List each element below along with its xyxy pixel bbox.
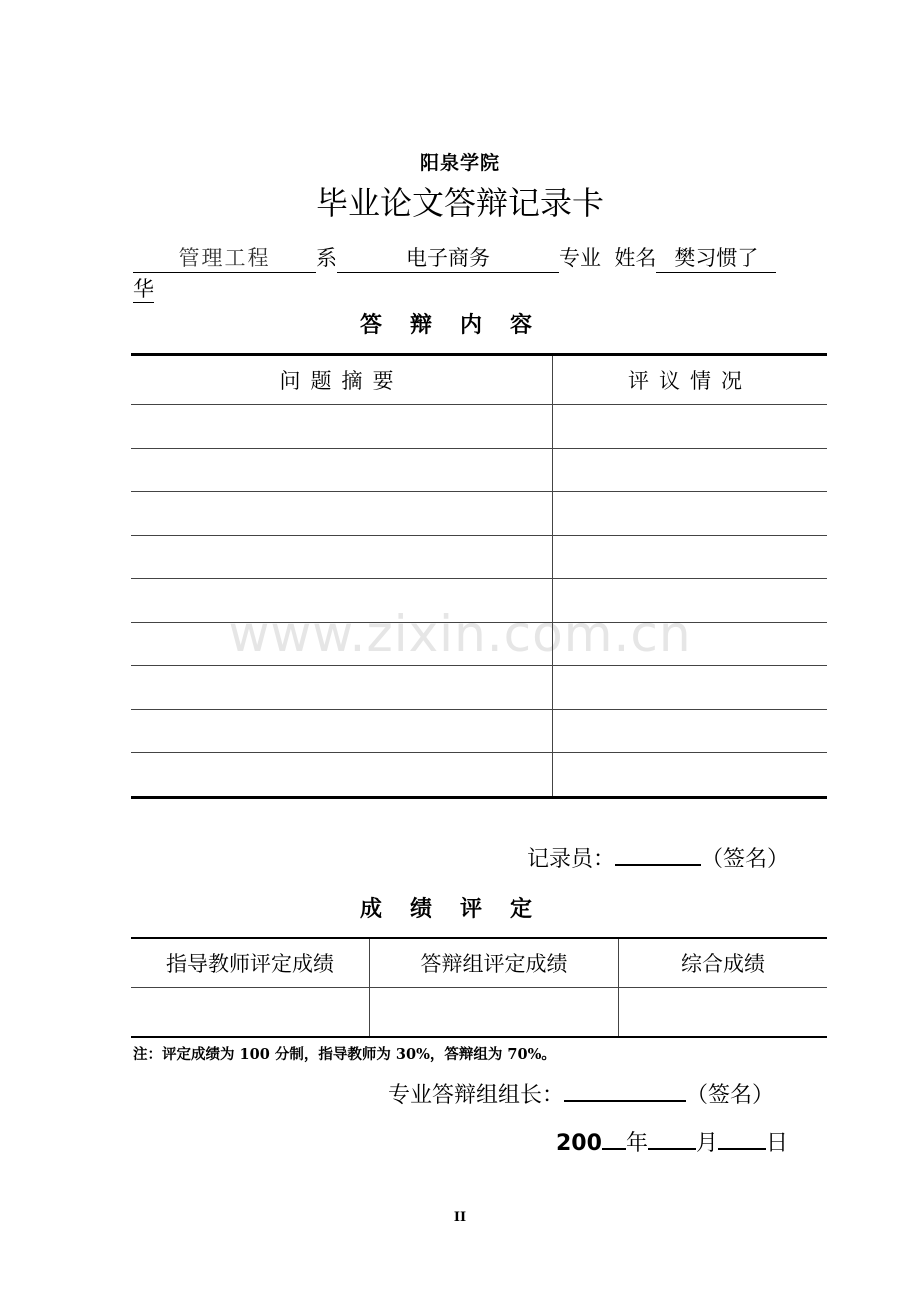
- grading-note: 注：评定成绩为 100 分制，指导教师为 30%，答辩组为 70%。: [133, 1046, 556, 1063]
- question-cell[interactable]: [131, 666, 553, 710]
- page-number: II: [453, 1210, 467, 1225]
- committee-grade-cell[interactable]: [370, 988, 619, 1038]
- defense-table: [131, 353, 827, 799]
- question-cell[interactable]: [131, 535, 553, 579]
- recorder-signature-line: [527, 842, 789, 873]
- question-summary-header: 问题摘要: [131, 355, 553, 405]
- date-line: [556, 1126, 788, 1157]
- comment-cell[interactable]: [553, 579, 828, 623]
- month-field[interactable]: [648, 1126, 696, 1150]
- grades-section-title: 成绩评定: [359, 897, 560, 922]
- leader-label: 专业答辩组组长：: [388, 1083, 565, 1108]
- year-label: 年: [625, 1131, 648, 1156]
- recorder-label: 记录员：: [527, 847, 616, 872]
- table-row: [131, 666, 827, 710]
- table-row: [131, 448, 827, 492]
- name-value[interactable]: 樊习惯了: [656, 244, 776, 273]
- comment-cell[interactable]: [553, 622, 828, 666]
- defense-section-title: 答辩内容: [359, 313, 560, 338]
- table-row: [131, 753, 827, 798]
- question-cell[interactable]: [131, 579, 553, 623]
- year-field[interactable]: [602, 1126, 626, 1150]
- comment-cell[interactable]: [553, 753, 828, 798]
- school-name: 阳泉学院: [419, 152, 500, 174]
- table-row: [131, 535, 827, 579]
- overall-grade-header: 综合成绩: [619, 938, 828, 988]
- leader-signature-field[interactable]: [564, 1078, 686, 1102]
- leader-sign-note: （签名）: [686, 1083, 775, 1108]
- comment-cell[interactable]: [553, 666, 828, 710]
- table-row: [131, 622, 827, 666]
- major-label: 专业: [559, 246, 601, 270]
- committee-grade-header: 答辩组评定成绩: [370, 938, 619, 988]
- question-cell[interactable]: [131, 622, 553, 666]
- comment-cell[interactable]: [553, 448, 828, 492]
- name-value-continued: 华: [133, 277, 154, 301]
- review-comments-header: 评议情况: [553, 355, 828, 405]
- year-prefix: 200: [556, 1131, 602, 1156]
- question-cell[interactable]: [131, 405, 553, 449]
- student-info-line: [133, 242, 813, 273]
- question-cell[interactable]: [131, 753, 553, 798]
- question-cell[interactable]: [131, 709, 553, 753]
- table-row: [131, 709, 827, 753]
- table-row: [131, 405, 827, 449]
- advisor-grade-header: 指导教师评定成绩: [131, 938, 370, 988]
- comment-cell[interactable]: [553, 405, 828, 449]
- leader-signature-line: [388, 1078, 774, 1109]
- major-value[interactable]: 电子商务: [337, 244, 559, 273]
- watermark: www.zixin.com.cn: [228, 605, 692, 663]
- overall-grade-cell[interactable]: [619, 988, 828, 1038]
- table-row: [131, 492, 827, 536]
- question-cell[interactable]: [131, 492, 553, 536]
- recorder-sign-note: （签名）: [701, 847, 790, 872]
- advisor-grade-cell[interactable]: [131, 988, 370, 1038]
- table-row: [131, 579, 827, 623]
- department-value[interactable]: 管理工程: [133, 244, 316, 273]
- table-row: [131, 988, 827, 1038]
- department-label: 系: [316, 246, 337, 270]
- recorder-signature-field[interactable]: [615, 842, 701, 866]
- name-label: 姓名: [614, 246, 657, 270]
- comment-cell[interactable]: [553, 492, 828, 536]
- month-label: 月: [695, 1131, 718, 1156]
- day-label: 日: [765, 1131, 788, 1156]
- comment-cell[interactable]: [553, 709, 828, 753]
- page-title: 毕业论文答辩记录卡: [315, 184, 604, 222]
- comment-cell[interactable]: [553, 535, 828, 579]
- day-field[interactable]: [718, 1126, 766, 1150]
- question-cell[interactable]: [131, 448, 553, 492]
- grades-table: [131, 937, 827, 1038]
